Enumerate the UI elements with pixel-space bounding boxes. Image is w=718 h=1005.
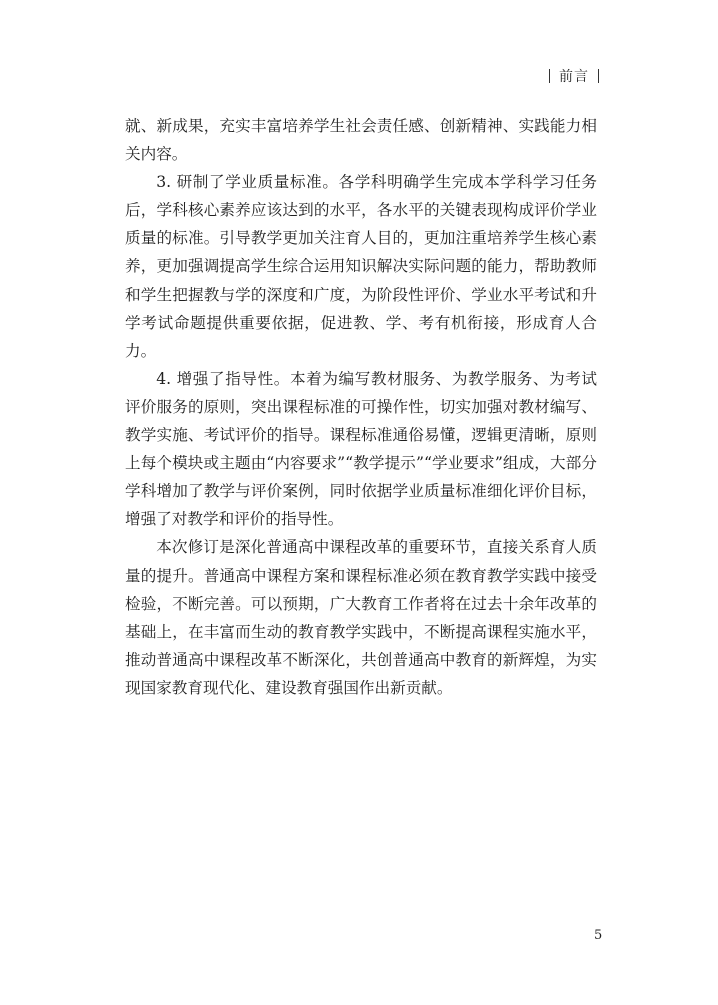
paragraph-conclusion: 本次修订是深化普通高中课程改革的重要环节，直接关系育人质量的提升。普通高中课程方案和课程标准必须在教育教学实践中接受检验，不断完善。可以预期，广大教育工作者将在过去十余年改革的基础上，在丰富而生动的教育教学实践中，不断提高课程实施水平，推动普通高中课程改革不断深化，共创普通高中教育的新辉煌，为实现国家教育现代化、建设教育强国作出新贡献。: [125, 538, 597, 697]
paragraph-continued: 就、新成果，充实丰富培养学生社会责任感、创新精神、实践能力相关内容。: [125, 117, 597, 164]
paragraph-quality-standards: 3. 研制了学业质量标准。各学科明确学生完成本学科学习任务后，学科核心素养应该达到的水平，各水平的关键表现构成评价学业质量的标准。引导教学更加关注育人目的，更加注重培养学生核心素养，更加强调提高学生综合运用知识解决实际问题的能力，帮助教师和学生把握教与学的深度和广度，为阶段性评价、学业水平考试和升学考试命题提供重要依据，促进教、学、考有机衔接，形成育人合力。: [125, 173, 597, 360]
paragraph-guidance: 4. 增强了指导性。本着为编写教材服务、为教学服务、为考试评价服务的原则，突出课程标准的可操作性，切实加强对教材编写、教学实施、考试评价的指导。课程标准通俗易懂，逻辑更清晰，原则上每个模块或主题由“内容要求”“教学提示”“学业要求”组成，大部分学科增加了教学与评价案例，同时依据学业质量标准细化评价目标，增强了对教学和评价的指导性。: [125, 369, 597, 529]
running-head: [540, 66, 608, 86]
body-text: [125, 112, 597, 702]
section-title: 前言: [559, 69, 589, 85]
header-divider-right: [598, 69, 599, 83]
page-number: 5: [594, 928, 603, 943]
header-divider-left: [549, 69, 550, 83]
